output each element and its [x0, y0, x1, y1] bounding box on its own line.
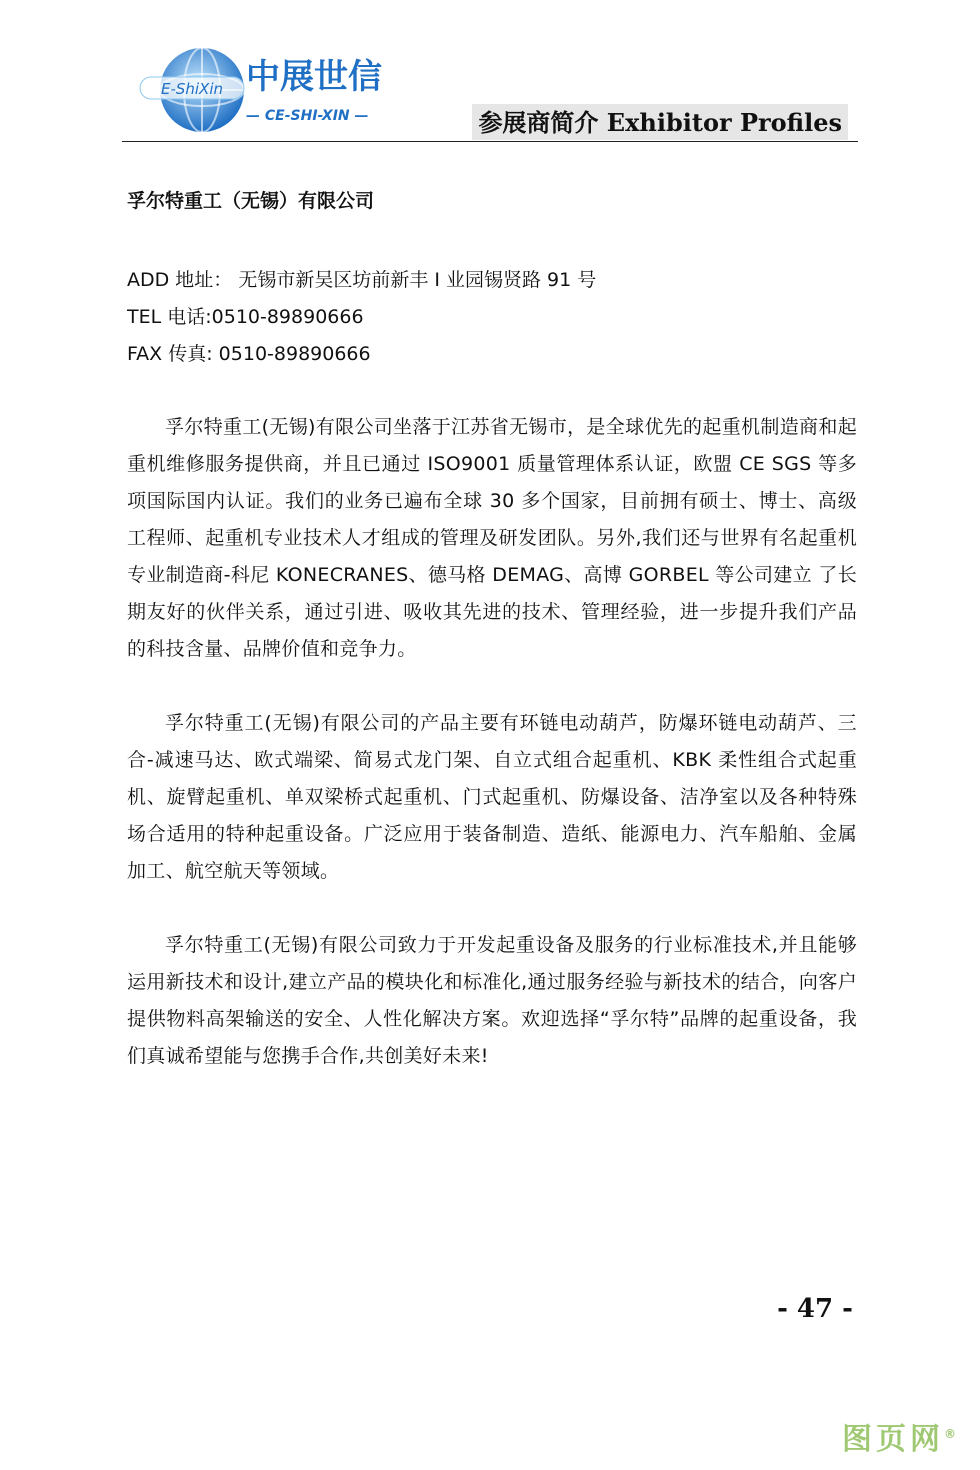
intro-paragraph: 孚尔特重工(无锡)有限公司坐落于江苏省无锡市，是全球优先的起重机制造商和起重机维修服务提供商，并且已通过 ISO9001 质量管理体系认证，欧盟 CE SGS 等多项国际国内认证。我们的业务已遍布全球 30 多个国家，目前拥有硕士、博士、高级工程师、起重机专业技术人才组成的管理及研发团队。另外,我们还与世界有名起重机专业制造商-科尼 KONECRANES、德马格 DEMAG、高博 GORBEL 等公司建立 了长期友好的伙伴关系，通过引进、吸收其先进的技术、管理经验，进一步提升我们产品的科技含量、品牌价值和竞争力。 — [127, 416, 857, 660]
fax-line: FAX 传真: 0510-89890666 — [127, 343, 371, 365]
header-rule — [122, 141, 858, 142]
company-title: 孚尔特重工（无锡）有限公司 — [127, 190, 375, 212]
logo-badge-text: E-ShiXin — [160, 80, 224, 98]
contact-block — [127, 262, 857, 373]
products-paragraph: 孚尔特重工(无锡)有限公司的产品主要有环链电动葫芦，防爆环链电动葫芦、三合-减速马达、欧式端梁、简易式龙门架、自立式组合起重机、KBK 柔性组合式起重机、旋臂起重机、单双梁桥式起重机、门式起重机、防爆设备、洁净室以及各种特殊场合适用的特种起重设备。广泛应用于装备制造、造纸、能源电力、汽车船舶、金属加工、航空航天等领域。 — [127, 712, 857, 882]
watermark — [842, 1414, 956, 1458]
address-line: ADD 地址： 无锡市新吴区坊前新丰 I 业园锡贤路 91 号 — [127, 269, 597, 291]
page-number: - 47 - — [777, 1294, 853, 1324]
logo-cn-text: 中展世信 — [246, 57, 382, 97]
tel-line: TEL 电话:0510-89890666 — [127, 306, 364, 328]
logo-subtitle: — CE-SHI-XIN — — [246, 108, 369, 124]
registered-mark: ® — [944, 1427, 956, 1441]
watermark-text: 图页网 — [842, 1422, 944, 1457]
section-header: 参展商简介 Exhibitor Profiles — [472, 104, 848, 140]
logo — [134, 44, 404, 134]
mission-paragraph: 孚尔特重工(无锡)有限公司致力于开发起重设备及服务的行业标准技术,并且能够运用新技术和设计,建立产品的模块化和标准化,通过服务经验与新技术的结合，向客户提供物料高架输送的安全、人性化解决方案。欢迎选择“孚尔特”品牌的起重设备，我们真诚希望能与您携手合作,共创美好未来! — [127, 934, 857, 1067]
main-content — [127, 186, 857, 1112]
